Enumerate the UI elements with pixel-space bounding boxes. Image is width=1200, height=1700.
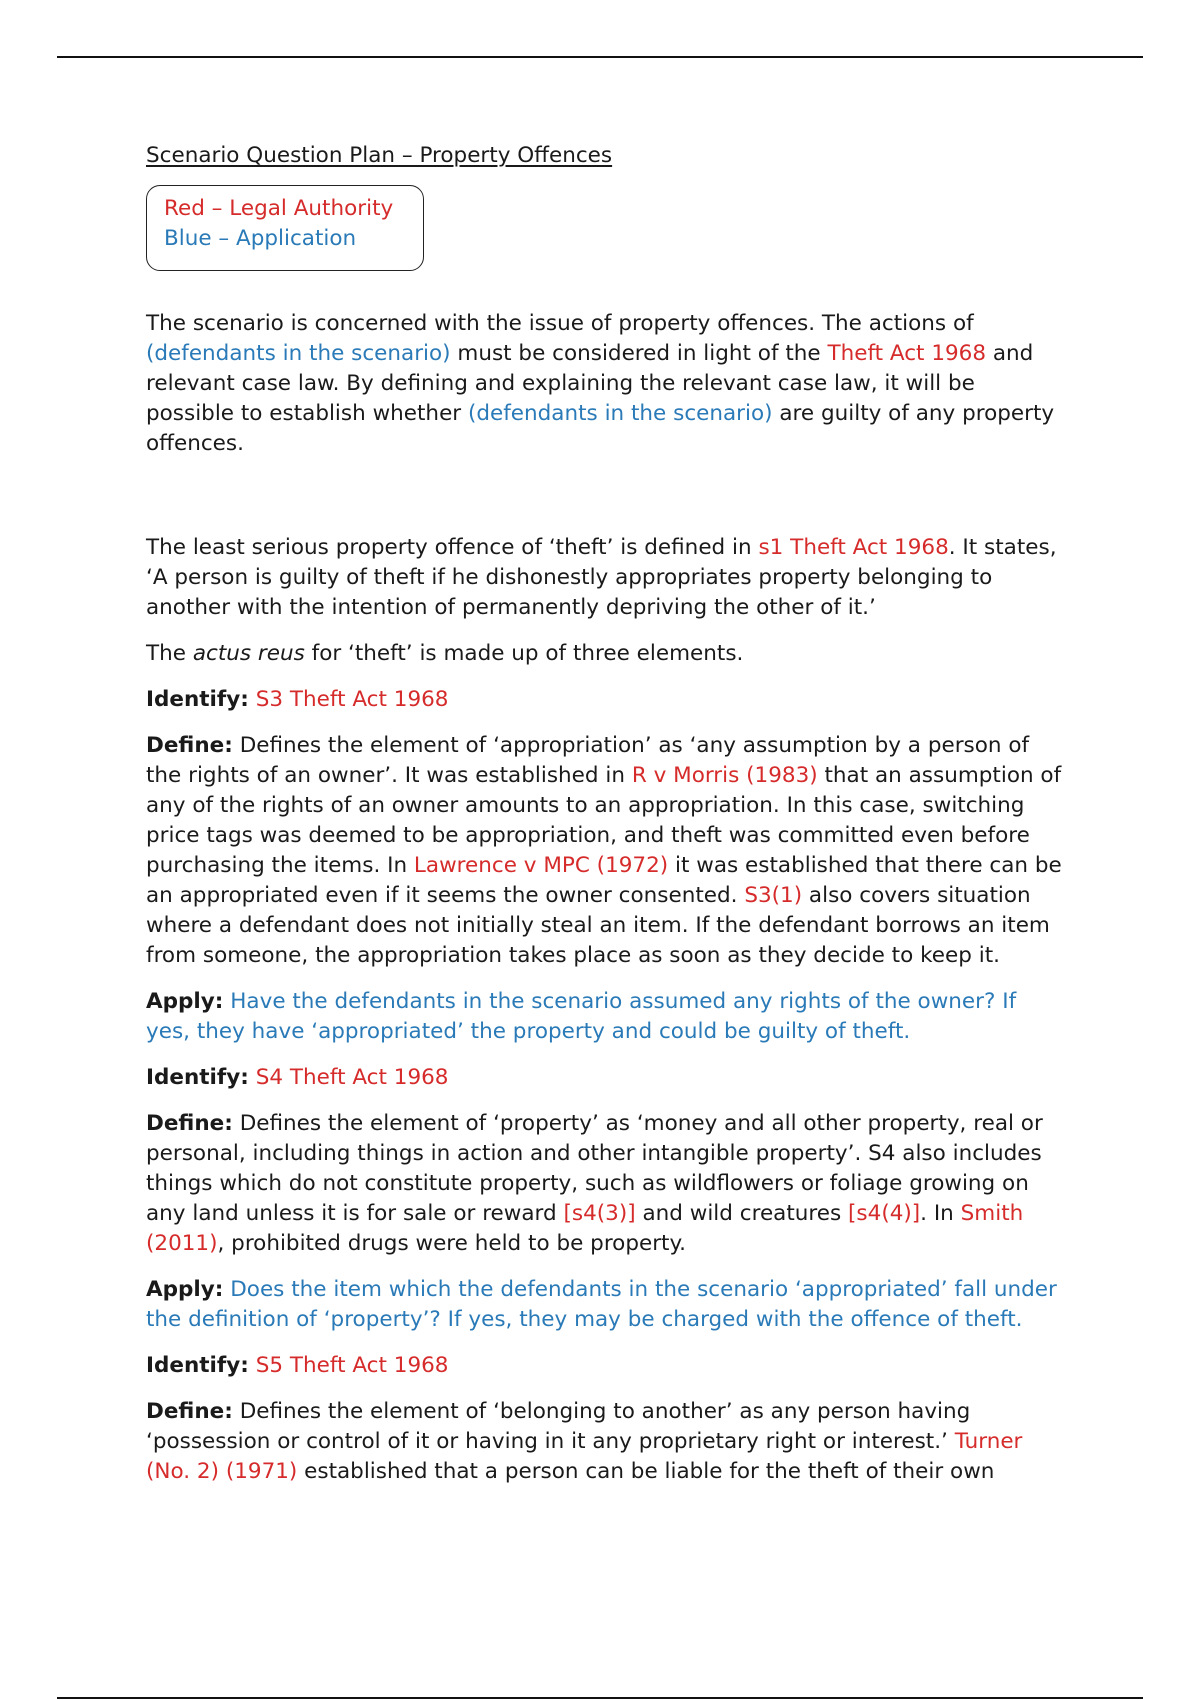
s3-identify: Identify: S3 Theft Act 1968 (146, 687, 449, 712)
intro-paragraph: The scenario is concerned with the issue of property offences. The actions of (defendants in the scenario) must be considered in light of the Theft Act 1968 and relevant case law. By defining and explaining the relevant case law, it will be possible to establish whether (defendants in the scenario) are guilty of any property offences. (146, 311, 1055, 456)
header-rule (57, 56, 1143, 58)
actus-reus-paragraph: The actus reus for ‘theft’ is made up of three elements. (146, 641, 744, 666)
s5-identify: Identify: S5 Theft Act 1968 (146, 1353, 449, 1378)
document-body (146, 141, 1066, 1503)
colour-key-box (146, 185, 424, 271)
s4-apply: Apply: Does the item which the defendants in the scenario ‘appropriated’ fall under the definition of ‘property’? If yes, they may be charged with the offence of theft. (146, 1277, 1057, 1332)
footer-rule (57, 1697, 1143, 1699)
s4-identify: Identify: S4 Theft Act 1968 (146, 1065, 449, 1090)
legend-blue: Blue – Application (164, 226, 357, 251)
document-title: Scenario Question Plan – Property Offences (146, 143, 613, 168)
s3-apply: Apply: Have the defendants in the scenario assumed any rights of the owner? If yes, they have ‘appropriated’ the property and could be guilty of theft. (146, 989, 1017, 1044)
legend-red: Red – Legal Authority (164, 196, 394, 221)
s4-define: Define: Defines the element of ‘property’ as ‘money and all other property, real or personal, including things in action and other intangible property’. S4 also includes things which do not constitute property, such as wildflowers or foliage growing on any land unless it is for sale or reward [s4(3)] and wild creatures [s4(4)]. In Smith (2011), prohibited drugs were held to be property. (146, 1111, 1043, 1256)
s3-define: Define: Defines the element of ‘appropriation’ as ‘any assumption by a person of the rights of an owner’. It was established in R v Morris (1983) that an assumption of any of the rights of an owner amounts to an appropriation. In this case, switching price tags was deemed to be appropriation, and theft was committed even before purchasing the items. In Lawrence v MPC (1972) it was established that there can be an appropriated even if it seems the owner consented. S3(1) also covers situation where a defendant does not initially steal an item. If the defendant borrows an item from someone, the appropriation takes place as soon as they decide to keep it. (146, 733, 1062, 968)
s5-define: Define: Defines the element of ‘belonging to another’ as any person having ‘possession or control of it or having in it any proprietary right or interest.’ Turner (No. 2) (1971) established that a person can be liable for the theft of their own (146, 1399, 1023, 1484)
theft-definition-paragraph: The least serious property offence of ‘theft’ is defined in s1 Theft Act 1968. It states, ‘A person is guilty of theft if he dishonestly appropriates property belonging to another with the intention of permanently depriving the other of it.’ (146, 535, 1057, 620)
